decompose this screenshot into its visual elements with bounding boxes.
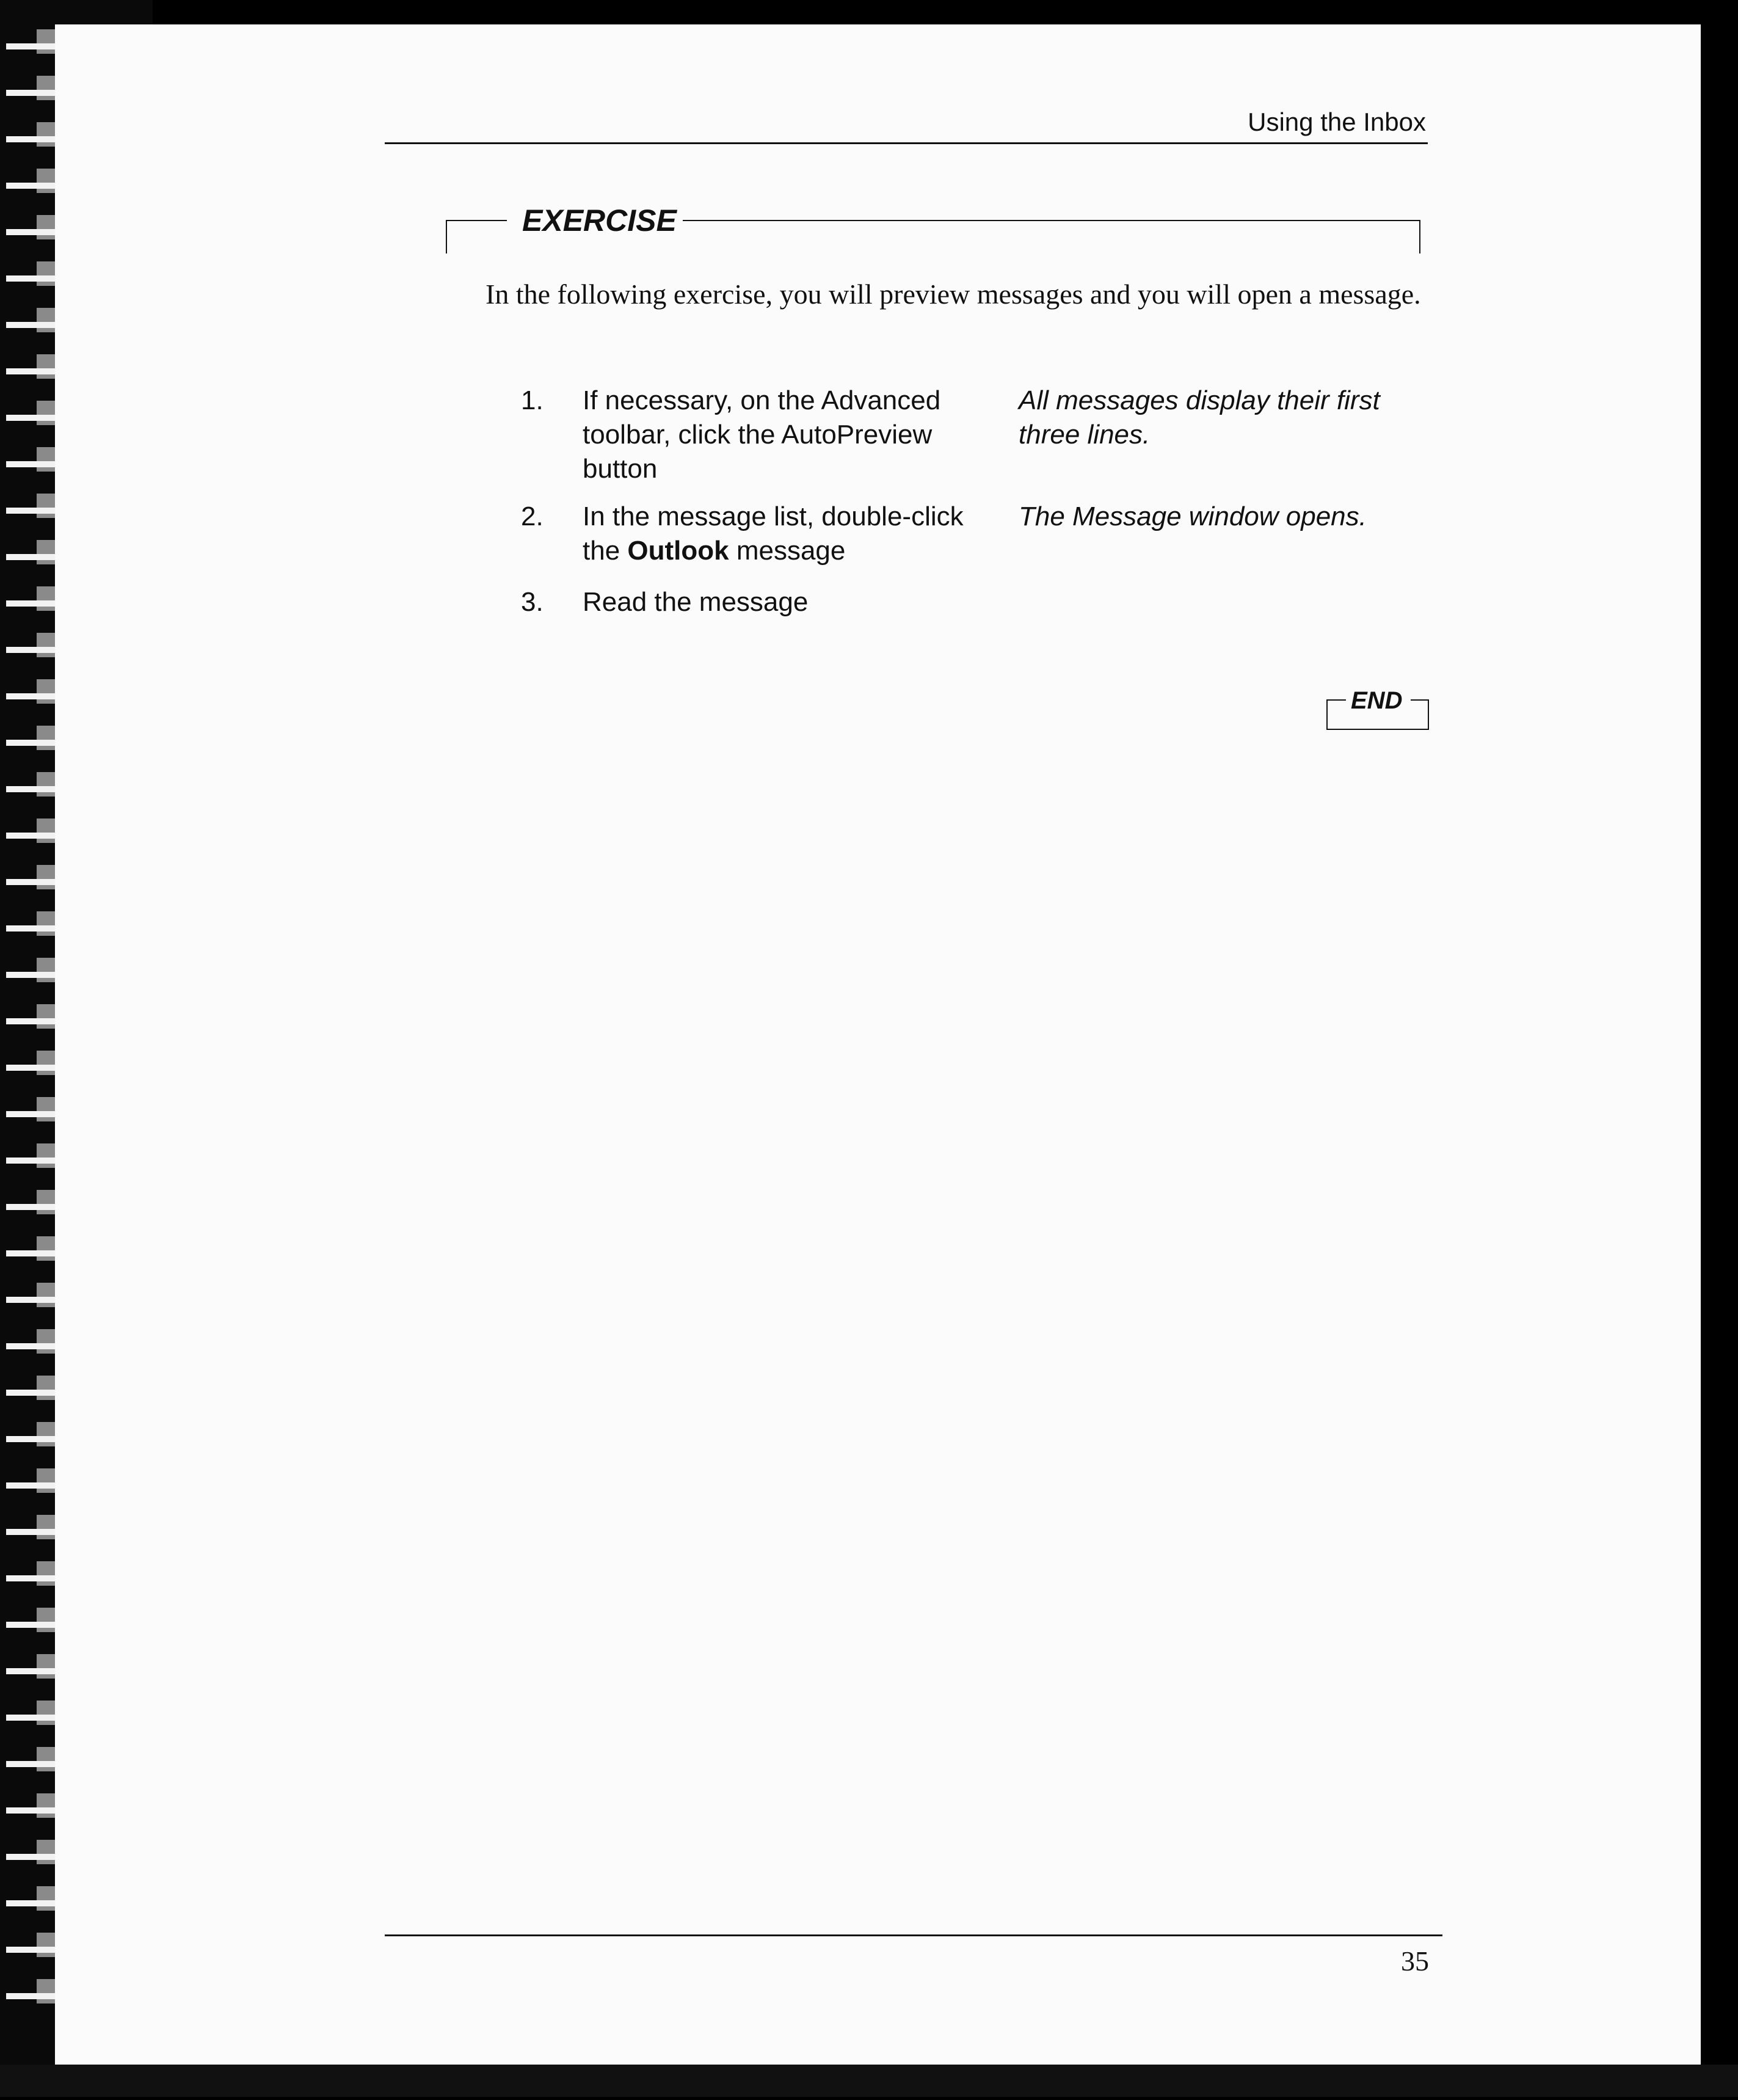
end-frame-top-right [1411,699,1429,701]
step-note: All messages display their first three lines. [1019,385,1380,450]
document-page [55,24,1701,2065]
end-marker [1326,687,1429,730]
step-text: Read the message [583,587,809,617]
step-number: 2. [521,501,544,531]
step-text-after: message [729,536,846,566]
page-bottom-edge [0,2065,1738,2097]
exercise-frame-top-right [683,220,1420,221]
step-text-bold: Outlook [627,536,729,566]
exercise-title: EXERCISE [522,203,677,238]
exercise-frame-top-left [446,220,507,221]
step-text: If necessary, on the Advanced toolbar, click the AutoPreview button [583,385,941,484]
end-label: END [1351,687,1403,714]
page-number: 35 [1401,1945,1429,1977]
page-right-edge [1701,0,1738,2097]
end-frame-right [1428,699,1429,730]
step-text-before: In the message list, double-click the [583,501,964,566]
step-number: 3. [521,587,544,617]
end-frame-top-left [1326,699,1346,701]
exercise-frame-left [446,220,447,253]
footer-rule [385,1934,1442,1936]
exercise-frame-right [1419,220,1420,253]
section-title: Using the Inbox [1248,108,1426,136]
step-number: 1. [521,385,544,415]
end-frame-left [1326,699,1328,730]
header-rule [385,142,1428,144]
step-note: The Message window opens. [1019,501,1367,531]
step-text [583,500,986,568]
exercise-intro: In the following exercise, you will preview messages and you will open a message. [485,279,1421,310]
end-frame-bottom [1326,729,1429,730]
